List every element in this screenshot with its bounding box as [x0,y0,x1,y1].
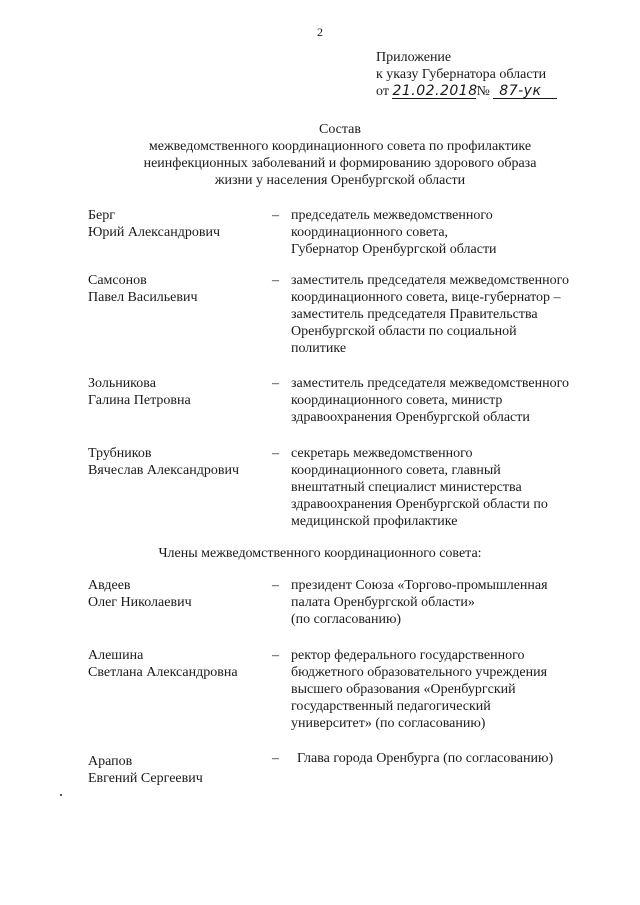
position-line: Глава города Оренбурга (по согласованию) [297,751,554,766]
position-line: Губернатор Оренбургской области [291,242,497,257]
person-surname: Арапов [88,754,133,769]
dash-separator: – [272,751,279,766]
position-line: ректор федерального государственного [291,648,525,663]
person-name [88,273,268,307]
members-heading: Члены межведомственного координационного совета: [158,546,482,561]
person-given-name: Евгений Сергеевич [88,771,203,786]
appendix-line-2: к указу Губернатора области [376,67,547,82]
position-line: секретарь межведомственного [291,446,473,461]
dash-separator: – [272,273,279,288]
position-line: высшего образования «Оренбургский [291,682,516,697]
person-name [88,376,268,410]
person-name [88,754,268,788]
person-position [291,376,611,427]
person-position [291,648,611,733]
person-given-name: Вячеслав Александрович [88,463,240,478]
person-surname: Трубников [88,446,152,461]
title-line: жизни у населения Оренбургской области [214,173,466,188]
position-line: медицинской профилактике [291,514,458,529]
person-position [291,208,611,259]
position-line: здравоохранения Оренбургской области [291,410,530,425]
number-label: № [476,84,490,99]
person-given-name: Юрий Александрович [88,225,220,240]
position-line: здравоохранения Оренбургской области по [291,497,548,512]
title-heading: Состав [318,122,361,137]
dash-separator: – [272,376,279,391]
scan-speck [60,794,62,796]
person-given-name: Павел Васильевич [88,290,198,305]
handwritten-number: 87-ук [493,84,557,99]
position-line: координационного совета, министр [291,393,503,408]
appendix-decree-line [376,84,626,101]
person-surname: Зольникова [88,376,156,391]
title-line: неинфекционных заболеваний и формированию здорового образа [143,156,537,171]
person-name [88,578,268,612]
position-line: (по согласованию) [291,612,402,627]
dash-separator: – [272,578,279,593]
position-line: председатель межведомственного [291,208,493,223]
position-line: бюджетного образовательного учреждения [291,665,548,680]
person-name [88,648,268,682]
person-position [291,578,611,629]
position-line: заместитель председателя межведомственного [291,273,569,288]
person-surname: Алешина [88,648,144,663]
page-number: 2 [317,25,323,39]
person-position [297,751,617,768]
position-line: заместитель председателя межведомственного [291,376,569,391]
person-given-name: Светлана Александровна [88,665,238,680]
appendix-block [376,50,626,101]
person-given-name: Олег Николаевич [88,595,192,610]
dash-separator: – [272,208,279,223]
position-line: внештатный специалист министерства [291,480,522,495]
person-given-name: Галина Петровна [88,393,191,408]
position-line: заместитель председателя Правительства [291,307,538,322]
person-position [291,273,611,358]
position-line: политике [291,341,347,356]
appendix-line-1: Приложение [376,50,452,65]
position-line: координационного совета, вице-губернатор – [291,290,561,305]
person-surname: Самсонов [88,273,147,288]
position-line: координационного совета, [291,225,449,240]
document-title [120,122,560,190]
person-surname: Берг [88,208,115,223]
position-line: координационного совета, главный [291,463,501,478]
title-line: межведомственного координационного совета по профилактике [148,139,532,154]
position-line: палата Оренбургской области» [291,595,475,610]
person-surname: Авдеев [88,578,131,593]
position-line: Оренбургской области по социальной [291,324,517,339]
from-label: от [376,84,389,99]
dash-separator: – [272,648,279,663]
person-name [88,446,268,480]
position-line: президент Союза «Торгово-промышленная [291,578,548,593]
position-line: государственный педагогический [291,699,491,714]
person-position [291,446,611,531]
handwritten-date: 21.02.2018 [392,83,478,99]
position-line: университет» (по согласованию) [291,716,486,731]
dash-separator: – [272,446,279,461]
person-name [88,208,268,242]
